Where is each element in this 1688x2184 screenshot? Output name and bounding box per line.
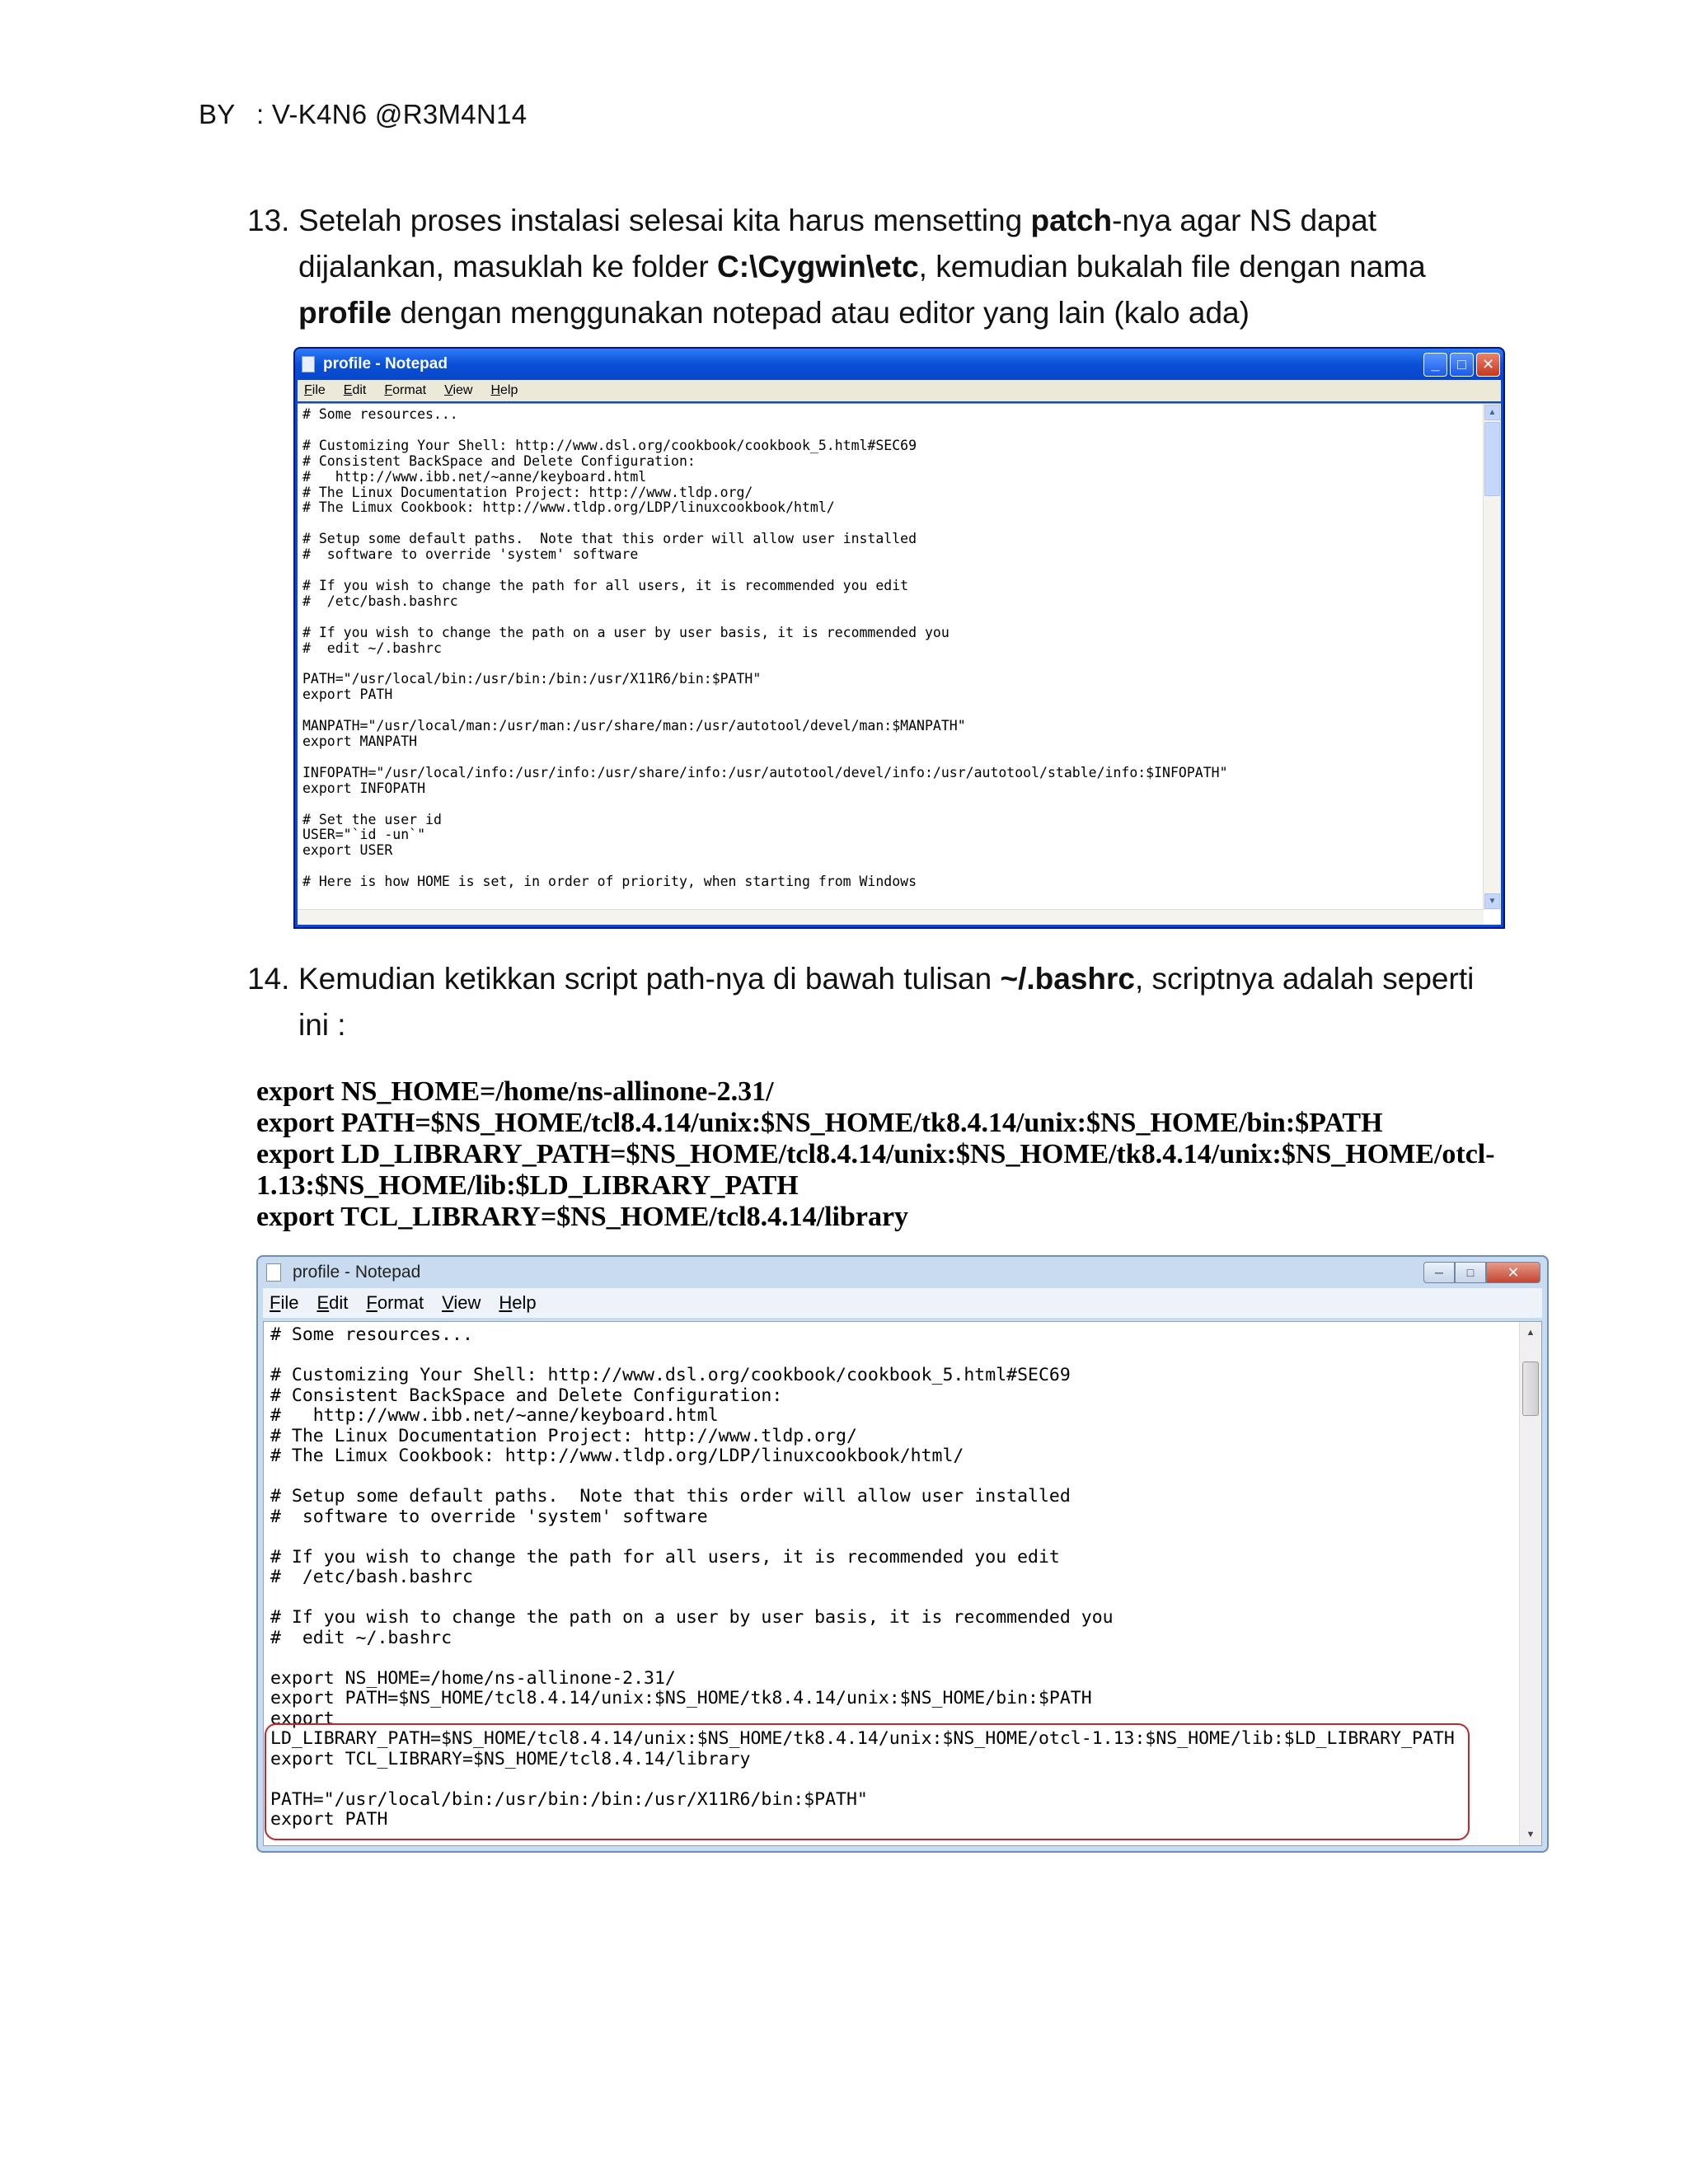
author-byline	[199, 99, 527, 130]
close-button[interactable]: ✕	[1486, 1262, 1540, 1283]
step-text-part: , scriptnya adalah seperti	[1135, 962, 1475, 996]
scroll-thumb[interactable]	[1522, 1361, 1539, 1416]
step-text-part: , kemudian bukalah file dengan nama	[918, 250, 1426, 284]
menu-help[interactable]: Help	[499, 1292, 537, 1313]
step-number: 14.	[247, 962, 290, 996]
step-14	[247, 956, 1484, 1048]
menu-bar	[263, 1288, 1542, 1318]
bold-term: patch	[1030, 204, 1113, 237]
vertical-scrollbar[interactable]	[1519, 1322, 1541, 1845]
menu-file[interactable]: File	[304, 383, 326, 397]
editor-area[interactable]	[263, 1321, 1542, 1846]
editor-area[interactable]	[298, 403, 1501, 925]
step-number: 13.	[247, 204, 290, 237]
script-line: export LD_LIBRARY_PATH=$NS_HOME/tcl8.4.14/unix:$NS_HOME/tk8.4.14/unix:$NS_HOME/otcl-	[256, 1139, 1495, 1169]
window-title: profile - Notepad	[293, 1263, 421, 1282]
window-title: profile - Notepad	[323, 355, 448, 373]
step-text	[298, 956, 1484, 1048]
close-button[interactable]: ✕	[1476, 353, 1500, 377]
menu-format[interactable]: Format	[366, 1292, 424, 1313]
menu-edit[interactable]: Edit	[343, 383, 367, 397]
step-text	[298, 198, 1484, 336]
step-text-part: ini :	[298, 1008, 346, 1042]
maximize-button[interactable]: □	[1455, 1262, 1486, 1283]
menu-help[interactable]: Help	[490, 383, 518, 397]
bold-term: profile	[298, 296, 392, 330]
vertical-scrollbar[interactable]	[1483, 404, 1501, 910]
horizontal-scrollbar[interactable]	[298, 909, 1484, 925]
editor-text[interactable]: # Some resources... # Customizing Your Shell: http://www.dsl.org/cookbook/cookbook_5.html#SEC69 # Consistent BackSpace and Delete Configuration: # http://www.ibb.net/~anne/keyboard.html # The Linux Documentation Project: http://www.tldp.org/ # The Limux Cookbook: http://www.tldp.org/LDP/linuxcookbook/html/ # Setup some default paths. Note that this order will allow user installed # software to override 'system' software # If you wish to change the path for all users, it is recommended you edit # /etc/bash.bashrc # If you wish to change the path on a user by user basis, it is recommended you # edit ~/.bashrc PATH="/usr/local/bin:/usr/bin:/bin:/usr/X11R6/bin:$PATH" export PATH MANPATH="/usr/local/man:/usr/man:/usr/share/man:/usr/autotool/devel/man:$MANPATH" export MANPATH INFOPATH="/usr/local/info:/usr/info:/usr/share/info:/usr/autotool/devel/info:/usr/autotool/stable/info:$INFOPATH" export INFOPATH # Set the user id USER="`id -un`" export USER # Here is how HOME is set, in order of priority, when starting from Windows	[302, 407, 1228, 890]
minimize-button[interactable]: ─	[1423, 1262, 1455, 1283]
step-text-part: Kemudian ketikkan script path-nya di bawah tulisan	[298, 962, 1001, 996]
scroll-up-icon[interactable]: ▲	[1484, 405, 1500, 420]
menu-view[interactable]: View	[444, 383, 473, 397]
notepad-window-win7	[256, 1255, 1549, 1853]
menu-format[interactable]: Format	[384, 383, 427, 397]
maximize-button[interactable]: □	[1450, 353, 1474, 377]
bold-term: ~/.bashrc	[1000, 962, 1135, 996]
script-line: export PATH=$NS_HOME/tcl8.4.14/unix:$NS_HOME/tk8.4.14/unix:$NS_HOME/bin:$PATH	[256, 1108, 1383, 1138]
byline-label: BY	[199, 99, 236, 129]
title-bar[interactable]	[295, 349, 1503, 380]
script-block	[256, 1076, 1509, 1233]
menu-bar	[298, 380, 1501, 401]
menu-view[interactable]: View	[442, 1292, 481, 1313]
menu-file[interactable]: File	[270, 1292, 299, 1313]
step-text-part: -nya agar NS dapat	[1112, 204, 1377, 237]
notepad-icon	[266, 1263, 281, 1282]
step-13	[247, 198, 1484, 336]
scroll-up-icon[interactable]: ▲	[1526, 1328, 1536, 1338]
editor-text[interactable]: # Some resources... # Customizing Your Shell: http://www.dsl.org/cookbook/cookbook_5.html#SEC69 # Consistent BackSpace and Delete Configuration: # http://www.ibb.net/~anne/keyboard.html # The Linux Documentation Project: http://www.tldp.org/ # The Limux Cookbook: http://www.tldp.org/LDP/linuxcookbook/html/ # Setup some default paths. Note that this order will allow user installed # software to override 'system' software # If you wish to change the path for all users, it is recommended you edit # /etc/bash.bashrc # If you wish to change the path on a user by user basis, it is recommended you # edit ~/.bashrc export NS_HOME=/home/ns-allinone-2.31/ export PATH=$NS_HOME/tcl8.4.14/unix:$NS_HOME/tk8.4.14/unix:$NS_HOME/bin:$PATH export LD_LIBRARY_PATH=$NS_HOME/tcl8.4.14/unix:$NS_HOME/tk8.4.14/unix:$NS_HOME/otcl-1.13:$NS_HOME/lib:$LD_LIBRARY_PATH export TCL_LIBRARY=$NS_HOME/tcl8.4.14/library PATH="/usr/local/bin:/usr/bin:/bin:/usr/X11R6/bin:$PATH" export PATH	[270, 1325, 1455, 1830]
byline-value: : V-K4N6 @R3M4N14	[256, 99, 528, 129]
scroll-down-icon[interactable]: ▼	[1484, 893, 1500, 909]
step-text-part: Setelah proses instalasi selesai kita harus mensetting	[298, 204, 1031, 237]
notepad-window-xp	[293, 347, 1505, 929]
script-line: 1.13:$NS_HOME/lib:$LD_LIBRARY_PATH	[256, 1170, 799, 1201]
scroll-thumb[interactable]	[1484, 422, 1500, 496]
menu-edit[interactable]: Edit	[316, 1292, 349, 1313]
step-text-part: dengan menggunakan notepad atau editor yang lain (kalo ada)	[392, 296, 1250, 330]
highlight-box	[265, 1723, 1470, 1840]
bold-term: C:\Cygwin\etc	[717, 250, 919, 284]
notepad-icon	[302, 356, 315, 373]
script-line: export TCL_LIBRARY=$NS_HOME/tcl8.4.14/library	[256, 1202, 909, 1232]
scroll-down-icon[interactable]: ▼	[1526, 1830, 1536, 1840]
minimize-button[interactable]: _	[1423, 353, 1447, 377]
title-bar[interactable]	[258, 1257, 1547, 1288]
script-line: export NS_HOME=/home/ns-allinone-2.31/	[256, 1076, 774, 1107]
step-text-part: dijalankan, masuklah ke folder	[298, 250, 718, 284]
